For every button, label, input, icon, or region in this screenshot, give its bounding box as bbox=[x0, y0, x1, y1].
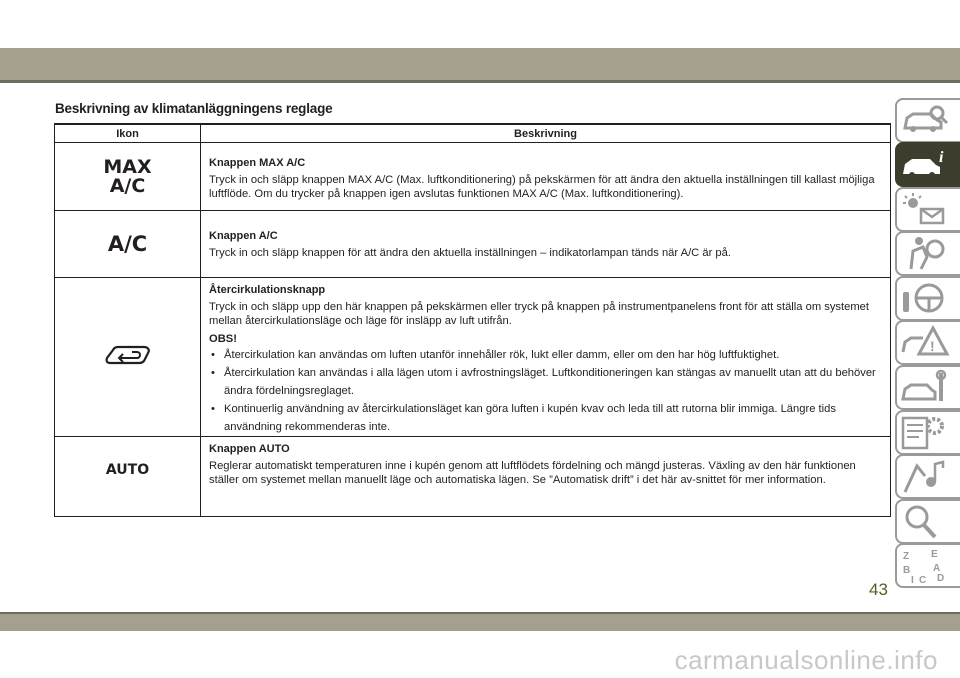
tab-search[interactable] bbox=[895, 499, 960, 544]
row-text: Tryck in och släpp knappen MAX A/C (Max. luftkonditionering) på pekskärmen för att ändra den aktuella inställningen till kallast möjliga luftflöde. Om du trycker på knappen igen avslutas funktionen MAX A/C (Max. luftkonditionering). bbox=[209, 174, 875, 200]
auto-icon: AUTO bbox=[105, 462, 150, 478]
svg-text:A: A bbox=[933, 563, 941, 574]
table-header-row bbox=[55, 124, 891, 143]
description-cell bbox=[201, 437, 891, 517]
multimedia-music-icon bbox=[897, 456, 952, 496]
list-item: • Återcirkulation kan användas i alla lägen utom i avfrostningsläget. Luftkonditioneringen kan stängas av manuellt utan att du behöver ändra fördelningsreglaget. bbox=[209, 364, 882, 400]
tab-driving[interactable] bbox=[895, 276, 960, 321]
section-title: Beskrivning av klimatanläggningens reglage bbox=[55, 101, 333, 116]
warning-lights-envelope-icon bbox=[897, 189, 952, 229]
ac-icon: A/C bbox=[107, 231, 148, 256]
svg-text:!: ! bbox=[930, 338, 935, 354]
tab-car-info[interactable] bbox=[895, 142, 960, 187]
row-name: Knappen A/C bbox=[209, 230, 278, 242]
car-wrench-icon bbox=[897, 367, 952, 407]
column-header-icon: Ikon bbox=[55, 124, 201, 143]
tab-index[interactable] bbox=[895, 543, 960, 588]
car-magnifier-icon bbox=[897, 100, 952, 140]
watermark: carmanualsonline.info bbox=[674, 645, 938, 675]
header-band bbox=[0, 48, 960, 80]
tab-emergency[interactable] bbox=[895, 320, 960, 365]
footer-band bbox=[0, 614, 960, 631]
description-cell bbox=[201, 278, 891, 437]
row-name: Återcirkulationsknapp bbox=[209, 284, 326, 296]
climate-controls-table bbox=[54, 123, 891, 517]
tab-safety[interactable] bbox=[895, 231, 960, 276]
steering-wheel-icon bbox=[897, 278, 952, 318]
column-header-description: Beskrivning bbox=[201, 124, 891, 143]
icon-cell bbox=[55, 437, 201, 517]
table-row bbox=[55, 143, 891, 211]
svg-text:B: B bbox=[903, 565, 911, 576]
search-icon bbox=[897, 501, 952, 541]
tab-warning-lights[interactable] bbox=[895, 187, 960, 232]
description-cell bbox=[201, 211, 891, 278]
row-name: Knappen AUTO bbox=[209, 443, 290, 455]
list-item: • Återcirkulation kan användas om luften utanför innehåller rök, lukt eller damm, eller om den har hög luftfuktighet. bbox=[209, 346, 882, 364]
page-number: 43 bbox=[869, 580, 888, 599]
svg-text:i: i bbox=[939, 149, 944, 166]
recirculation-icon bbox=[104, 342, 152, 368]
car-info-icon bbox=[897, 144, 952, 184]
svg-text:Z: Z bbox=[903, 551, 910, 562]
row-name: Knappen MAX A/C bbox=[209, 157, 306, 169]
icon-cell bbox=[55, 211, 201, 278]
index-letters-icon bbox=[897, 545, 952, 585]
table-row bbox=[55, 437, 891, 517]
tab-multimedia[interactable] bbox=[895, 454, 960, 499]
list-item: • Kontinuerlig användning av återcirkulationsläget kan göra luften i kupén kvav och leda till att rutorna blir immiga. Längre tids användning rekommenderas inte. bbox=[209, 400, 882, 436]
header-rule bbox=[0, 80, 960, 83]
row-text: Tryck in och släpp upp den här knappen på pekskärmen eller tryck på knappen på instrumentpanelens front för att ställa om systemet mellan återcirkulationsläge och läge för insläpp av luft utifrån. bbox=[209, 301, 870, 327]
svg-text:E: E bbox=[931, 549, 938, 560]
tab-maintenance[interactable] bbox=[895, 365, 960, 410]
row-text: Tryck in och släpp knappen för att ändra den aktuella inställningen – indikatorlampan tänds när A/C är på. bbox=[209, 247, 731, 259]
max-ac-icon: MAX A/C bbox=[103, 155, 152, 197]
icon-cell bbox=[55, 143, 201, 211]
note-label: OBS! bbox=[209, 333, 237, 345]
tab-specifications[interactable] bbox=[895, 410, 960, 455]
tab-car-magnifier[interactable] bbox=[895, 98, 960, 143]
airbag-seatbelt-icon bbox=[897, 233, 952, 273]
note-list bbox=[209, 346, 882, 436]
car-warning-icon bbox=[897, 322, 952, 362]
description-cell bbox=[201, 143, 891, 211]
table-row bbox=[55, 211, 891, 278]
svg-text:I: I bbox=[911, 575, 914, 585]
row-text: Reglerar automatiskt temperaturen inne i kupén genom att luftflödets fördelning och mängd justeras. Växling av den här funktionen ställer om systemet mellan manuellt läge och automatiska lägen. Se ”Automatisk drift” i det här av-snittet för mer information. bbox=[209, 460, 856, 486]
icon-cell bbox=[55, 278, 201, 437]
specs-gear-icon bbox=[897, 412, 952, 452]
svg-text:D: D bbox=[937, 573, 945, 584]
svg-text:C: C bbox=[919, 575, 927, 585]
table-row bbox=[55, 278, 891, 437]
